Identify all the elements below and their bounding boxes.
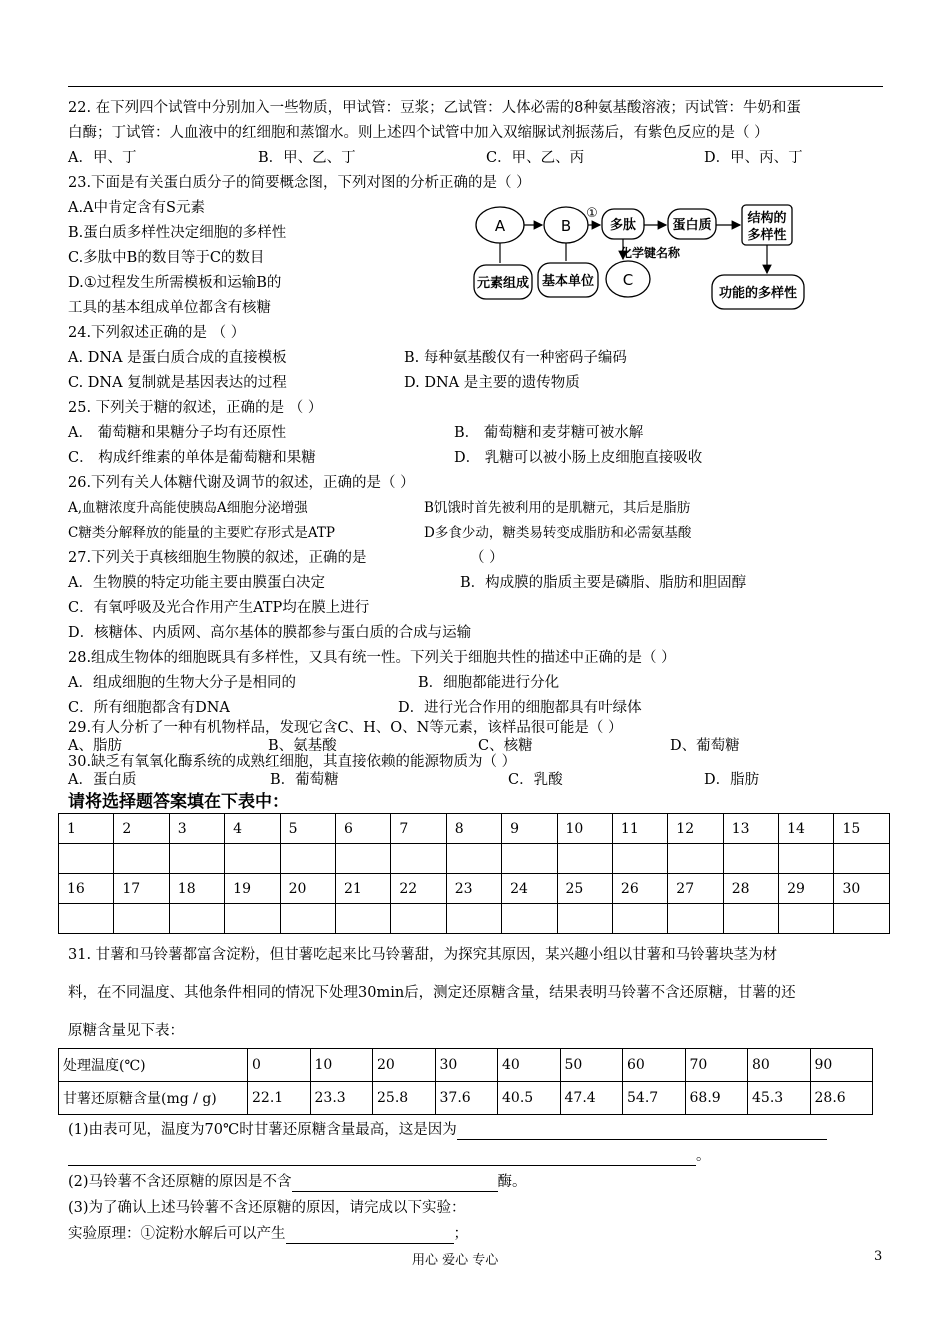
footer-motto: 用心 爱心 专心 (412, 1253, 499, 1268)
answer-cell[interactable] (446, 844, 501, 874)
answer-cell[interactable] (335, 844, 390, 874)
answer-number: 8 (446, 814, 501, 844)
q31-part1-blank-a[interactable] (457, 1123, 827, 1140)
answer-cell[interactable] (612, 844, 667, 874)
q29-option-b: B、氨基酸 (268, 738, 337, 754)
answer-number-row-1 (59, 814, 890, 844)
q22-option-b: B．甲、乙、丁 (258, 150, 356, 166)
answer-number: 26 (612, 874, 667, 904)
sugar-content-header: 甘薯还原糖含量(mg / g) (59, 1082, 248, 1115)
q24-option-a: A. DNA 是蛋白质合成的直接模板 (68, 350, 287, 366)
q26-option-b: B饥饿时首先被利用的是肌糖元，其后是脂肪 (424, 500, 691, 516)
answer-cell[interactable] (114, 904, 169, 934)
q27-stem: 27.下列关于真核细胞生物膜的叙述，正确的是 (68, 550, 367, 566)
answer-number-row-2 (59, 874, 890, 904)
q24-option-d: D. DNA 是主要的遗传物质 (404, 375, 580, 391)
q23-stem: 23.下面是有关蛋白质分子的简要概念图，下列对图的分析正确的是（ ） (68, 175, 531, 191)
temperature-header: 处理温度(℃) (59, 1049, 248, 1082)
answer-number: 14 (779, 814, 834, 844)
q31-principle-end: ； (453, 1226, 468, 1242)
q25-option-d: D． 乳糖可以被小肠上皮细胞直接吸收 (454, 450, 703, 466)
answer-table (58, 813, 890, 934)
box-structure-line2: 多样性 (747, 228, 787, 243)
q25-option-a: A． 葡萄糖和果糖分子均有还原性 (68, 425, 287, 441)
answer-number: 18 (169, 874, 224, 904)
bond-name-label: 化学键名称 (619, 246, 681, 260)
answer-cell[interactable] (391, 844, 446, 874)
q29-stem: 29.有人分析了一种有机物样品，发现它含C、H、O、N等元素，该样品很可能是（ ） (68, 720, 623, 736)
answer-number: 30 (834, 874, 890, 904)
q27-answer-paren: （ ） (470, 550, 504, 566)
answer-cell[interactable] (723, 904, 778, 934)
temperature-cell: 0 (248, 1049, 311, 1082)
q31-part1-text: (1)由表可见，温度为70℃时甘薯还原糖含量最高，这是因为 (68, 1122, 457, 1138)
answer-cell[interactable] (169, 904, 224, 934)
temperature-cell: 50 (560, 1049, 623, 1082)
answer-number: 21 (335, 874, 390, 904)
sugar-content-cell: 54.7 (623, 1082, 686, 1115)
step-one-label: ① (586, 206, 598, 221)
q30-stem: 30.缺乏有氧氧化酶系统的成熟红细胞，其直接依赖的能源物质为（ ） (68, 754, 517, 770)
answer-number: 4 (225, 814, 280, 844)
node-c-label: C (622, 271, 634, 289)
protein-concept-diagram (470, 203, 810, 315)
answer-blank-row-1 (59, 844, 890, 874)
answer-number: 15 (834, 814, 890, 844)
answer-number: 3 (169, 814, 224, 844)
q23-option-d-line1: D.①过程发生所需模板和运输B的 (68, 275, 282, 291)
sugar-content-row (59, 1082, 873, 1115)
node-a-label: A (494, 217, 506, 235)
q31-principle-text: 实验原理：①淀粉水解后可以产生 (68, 1226, 286, 1242)
answer-number: 20 (280, 874, 335, 904)
q26-option-a: A,血糖浓度升高能使胰岛A细胞分泌增强 (68, 500, 308, 516)
answer-cell[interactable] (280, 844, 335, 874)
q31-part2-text: (2)马铃薯不含还原糖的原因是不含 (68, 1174, 292, 1190)
answer-cell[interactable] (446, 904, 501, 934)
page-number: 3 (874, 1249, 883, 1264)
answer-cell[interactable] (114, 844, 169, 874)
q31-stem-line2: 料，在不同温度、其他条件相同的情况下处理30min后，测定还原糖含量，结果表明马铃薯不含还原糖，甘薯的还 (68, 985, 796, 1001)
answer-cell[interactable] (280, 904, 335, 934)
q25-option-b: B． 葡萄糖和麦芽糖可被水解 (454, 425, 644, 441)
answer-number: 10 (557, 814, 612, 844)
q22-option-d: D．甲、丙、丁 (704, 150, 803, 166)
answer-number: 25 (557, 874, 612, 904)
sweet-potato-sugar-table (58, 1048, 873, 1115)
q26-stem: 26.下列有关人体糖代谢及调节的叙述，正确的是（ ） (68, 475, 415, 491)
answer-cell[interactable] (335, 904, 390, 934)
answer-cell[interactable] (557, 904, 612, 934)
q28-option-d: D．进行光合作用的细胞都具有叶绿体 (398, 700, 642, 716)
q23-option-d-line2: 工具的基本组成单位都含有核糖 (68, 300, 271, 316)
q27-option-a: A．生物膜的特定功能主要由膜蛋白决定 (68, 575, 325, 591)
answer-cell[interactable] (779, 844, 834, 874)
q30-option-c: C．乳酸 (508, 772, 563, 788)
sugar-content-cell: 47.4 (560, 1082, 623, 1115)
q22-stem-line1: 22. 在下列四个试管中分别加入一些物质，甲试管：豆浆；乙试管：人体必需的8种氨基酸溶液；丙试管：牛奶和蛋 (68, 100, 801, 116)
q23-option-b: B.蛋白质多样性决定细胞的多样性 (68, 225, 287, 241)
q31-part1-end: 。 (696, 1148, 711, 1164)
answer-number: 13 (723, 814, 778, 844)
sugar-content-cell: 40.5 (498, 1082, 561, 1115)
answer-cell[interactable] (612, 904, 667, 934)
q29-option-c: C、核糖 (478, 738, 533, 754)
sugar-content-cell: 28.6 (810, 1082, 873, 1115)
answer-number: 16 (59, 874, 114, 904)
q31-part2-blank[interactable] (292, 1175, 498, 1192)
answer-cell[interactable] (225, 904, 280, 934)
answer-number: 19 (225, 874, 280, 904)
q27-option-d: D．核糖体、内质网、高尔基体的膜都参与蛋白质的合成与运输 (68, 625, 472, 641)
answer-number: 12 (668, 814, 723, 844)
q28-option-a: A．组成细胞的生物大分子是相同的 (68, 675, 296, 691)
box-structure-line1: 结构的 (747, 211, 787, 226)
temperature-cell: 10 (310, 1049, 373, 1082)
answer-cell[interactable] (723, 844, 778, 874)
answer-cell[interactable] (668, 904, 723, 934)
answer-number: 17 (114, 874, 169, 904)
answer-number: 29 (779, 874, 834, 904)
answer-number: 9 (502, 814, 557, 844)
answer-number: 6 (335, 814, 390, 844)
q31-part1-blank-b[interactable] (68, 1149, 696, 1166)
q23-option-a: A.A中肯定含有S元素 (68, 200, 205, 216)
q22-stem-line2: 白酶；丁试管：人血液中的红细胞和蒸馏水。则上述四个试管中加入双缩脲试剂振荡后，有紫色反应的是（ ） (68, 125, 769, 141)
temperature-row (59, 1049, 873, 1082)
q31-part2-end: 酶。 (497, 1174, 527, 1190)
q31-part3-text: (3)为了确认上述马铃薯不含还原糖的原因，请完成以下实验： (68, 1200, 466, 1216)
temperature-cell: 70 (685, 1049, 748, 1082)
q25-stem: 25. 下列关于糖的叙述，正确的是 （ ） (68, 400, 323, 416)
answer-number: 22 (391, 874, 446, 904)
sugar-content-cell: 22.1 (248, 1082, 311, 1115)
sugar-content-cell: 23.3 (310, 1082, 373, 1115)
q29-option-d: D、葡萄糖 (670, 738, 740, 754)
answer-cell[interactable] (391, 904, 446, 934)
answer-cell[interactable] (779, 904, 834, 934)
q28-option-c: C．所有细胞都含有DNA (68, 700, 230, 716)
q26-option-d: D多食少动，糖类易转变成脂肪和必需氨基酸 (424, 525, 692, 541)
q28-option-b: B．细胞都能进行分化 (418, 675, 560, 691)
q31-stem-line3: 原糖含量见下表： (68, 1023, 184, 1039)
answer-number: 27 (668, 874, 723, 904)
answer-number: 11 (612, 814, 667, 844)
q30-option-a: A．蛋白质 (68, 772, 137, 788)
answer-cell[interactable] (502, 904, 557, 934)
answer-cell[interactable] (834, 844, 890, 874)
q24-option-b: B. 每种氨基酸仅有一种密码子编码 (404, 350, 627, 366)
box-peptide-label: 多肽 (609, 218, 637, 233)
temperature-cell: 60 (623, 1049, 686, 1082)
temperature-cell: 30 (435, 1049, 498, 1082)
answer-cell[interactable] (668, 844, 723, 874)
header-rule (68, 86, 883, 87)
sugar-content-cell: 37.6 (435, 1082, 498, 1115)
q27-option-c: C．有氧呼吸及光合作用产生ATP均在膜上进行 (68, 600, 370, 616)
answer-cell[interactable] (557, 844, 612, 874)
node-b-label: B (560, 217, 572, 235)
q23-option-c: C.多肽中B的数目等于C的数目 (68, 250, 265, 266)
answer-number: 28 (723, 874, 778, 904)
q27-option-b: B．构成膜的脂质主要是磷脂、脂肪和胆固醇 (460, 575, 747, 591)
sugar-content-cell: 68.9 (685, 1082, 748, 1115)
temperature-cell: 90 (810, 1049, 873, 1082)
q28-stem: 28.组成生物体的细胞既具有多样性，又具有统一性。下列关于细胞共性的描述中正确的是（ ） (68, 650, 676, 666)
answer-number: 7 (391, 814, 446, 844)
answer-number: 5 (280, 814, 335, 844)
answer-cell[interactable] (59, 904, 114, 934)
answer-number: 23 (446, 874, 501, 904)
q22-option-c: C．甲、乙、丙 (486, 150, 585, 166)
box-function-label: 功能的多样性 (718, 286, 798, 301)
answer-number: 24 (502, 874, 557, 904)
temperature-cell: 40 (498, 1049, 561, 1082)
temperature-cell: 80 (748, 1049, 811, 1082)
answer-number: 1 (59, 814, 114, 844)
answer-cell[interactable] (225, 844, 280, 874)
box-unit-label: 基本单位 (541, 274, 595, 289)
answer-number: 2 (114, 814, 169, 844)
answer-blank-row-2 (59, 904, 890, 934)
q31-principle-blank[interactable] (286, 1227, 454, 1244)
temperature-cell: 20 (373, 1049, 436, 1082)
q24-option-c: C. DNA 复制就是基因表达的过程 (68, 375, 287, 391)
answer-table-title: 请将选择题答案填在下表中： (68, 792, 289, 812)
q29-option-a: A、脂肪 (68, 738, 122, 754)
q22-option-a: A．甲、丁 (68, 150, 137, 166)
sugar-content-cell: 25.8 (373, 1082, 436, 1115)
q30-option-b: B．葡萄糖 (270, 772, 339, 788)
answer-cell[interactable] (59, 844, 114, 874)
q26-option-c: C糖类分解释放的能量的主要贮存形式是ATP (68, 525, 335, 541)
answer-cell[interactable] (502, 844, 557, 874)
answer-cell[interactable] (834, 904, 890, 934)
sugar-content-cell: 45.3 (748, 1082, 811, 1115)
q24-stem: 24.下列叙述正确的是 （ ） (68, 325, 246, 341)
q30-option-d: D．脂肪 (704, 772, 760, 788)
box-elements-label: 元素组成 (476, 276, 530, 291)
q25-option-c: C． 构成纤维素的单体是葡萄糖和果糖 (68, 450, 316, 466)
q31-stem-line1: 31. 甘薯和马铃薯都富含淀粉，但甘薯吃起来比马铃薯甜，为探究其原因，某兴趣小组以甘薯和马铃薯块茎为材 (68, 947, 778, 963)
answer-cell[interactable] (169, 844, 224, 874)
box-protein-label: 蛋白质 (672, 218, 712, 233)
